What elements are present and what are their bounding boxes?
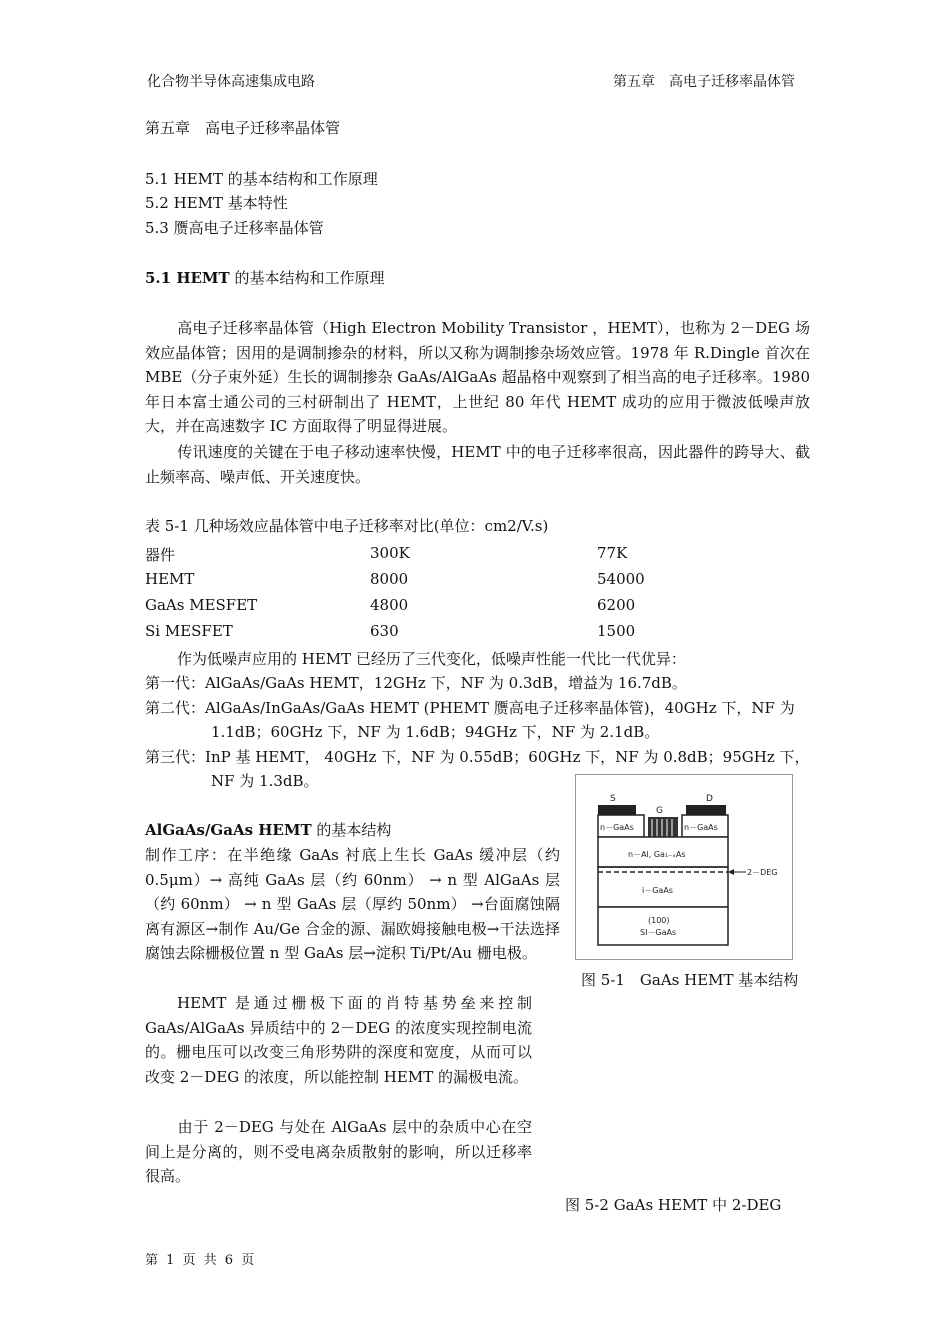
table-header-cell: 300K [370, 544, 410, 562]
table-cell: GaAs MESFET [145, 596, 258, 614]
table-cell: 6200 [597, 596, 636, 614]
section-heading-rest: 的基本结构和工作原理 [229, 269, 385, 287]
generation-label: 第二代： [145, 699, 206, 717]
table-cell: 630 [370, 622, 399, 640]
table-header-cell: 77K [597, 544, 628, 562]
section-heading [145, 269, 384, 287]
substrate-label: SI－GaAs [640, 928, 677, 937]
deg-label: 2－DEG [747, 868, 778, 877]
section-heading-bold: 5.1 HEMT [145, 269, 230, 287]
substrate-layer [598, 907, 728, 945]
hemt-structure-diagram [576, 775, 792, 959]
generation-text: AlGaAs/GaAs HEMT，12GHz 下，NF 为 0.3dB，增益为 16.7dB。 [205, 674, 687, 692]
toc-item: 5.2 HEMT 基本特性 [145, 194, 288, 212]
principle-paragraph-2 [145, 1115, 532, 1189]
drain-label: D [706, 794, 713, 804]
principle-paragraph-2-text: 由于 2－DEG 与处在 AlGaAs 层中的杂质中心在空间上是分离的，则不受电离杂质散射的影响，所以迁移率很高。 [145, 1118, 532, 1186]
generation-2 [145, 697, 795, 718]
chapter-title: 第五章 高电子迁移率晶体管 [145, 119, 341, 137]
header-right: 第五章 高电子迁移率晶体管 [613, 74, 795, 90]
n-gaas-left-label: n－GaAs [600, 823, 634, 832]
structure-heading-bold: AlGaAs/GaAs HEMT [145, 821, 312, 839]
algaas-label: n－Al, Ga₁₋ₓAs [628, 850, 686, 859]
source-label: S [610, 794, 616, 804]
generation-3 [145, 746, 810, 767]
table-cell: 8000 [370, 570, 409, 588]
generation-1 [145, 672, 687, 693]
generation-text: InP 基 HEMT， 40GHz 下，NF 为 0.55dB；60GHz 下，NF 为 0.8dB；95GHz 下， [205, 748, 810, 766]
n-gaas-right-label: n－GaAs [684, 823, 718, 832]
principle-paragraph-1-text: HEMT 是通过栅极下面的肖特基势垒来控制 GaAs/AlGaAs 异质结中的 2－DEG 的浓度实现控制电流的。栅电压可以改变三角形势阱的深度和宽度，从而可以改变 2－DEG 的浓度，所以能控制 HEMT 的漏极电流。 [145, 994, 532, 1086]
orientation-label: (100) [648, 916, 670, 925]
structure-heading [145, 821, 391, 839]
table-cell: 54000 [597, 570, 645, 588]
principle-paragraph-1 [145, 991, 532, 1089]
table-cell: HEMT [145, 570, 195, 588]
page-footer: 第 1 页 共 6 页 [145, 1253, 257, 1268]
source-contact [598, 805, 636, 815]
table-caption: 表 5-1 几种场效应晶体管中电子迁移率对比(单位：cm2/V.s) [145, 517, 549, 535]
gate-label: G [656, 806, 663, 816]
intro-paragraph-1 [145, 316, 810, 439]
generation-text: AlGaAs/InGaAs/GaAs HEMT (PHEMT 赝高电子迁移率晶体管)，40GHz 下，NF 为 [205, 699, 795, 717]
table-cell: 1500 [597, 622, 636, 640]
structure-heading-rest: 的基本结构 [311, 821, 392, 839]
drain-contact [686, 805, 726, 815]
generation-2-cont: 1.1dB；60GHz 下，NF 为 1.6dB；94GHz 下，NF 为 2.1dB。 [211, 723, 660, 741]
figure-2-caption: 图 5-2 GaAs HEMT 中 2-DEG [565, 1196, 782, 1214]
generation-label: 第一代： [145, 674, 206, 692]
hemt-structure-figure [575, 774, 793, 960]
generations-intro: 作为低噪声应用的 HEMT 已经历了三代变化，低噪声性能一代比一代优异： [177, 650, 686, 668]
intro-paragraph-2 [145, 440, 810, 489]
generation-label: 第三代： [145, 748, 206, 766]
intro-paragraph-1-text: 高电子迁移率晶体管（High Electron Mobility Transistor ，HEMT），也称为 2－DEG 场效应晶体管；因用的是调制掺杂的材料，所以又称为调制掺杂场效应管。1978 年 R.Dingle 首次在 MBE（分子束外延）生长的调制掺杂 GaAs/AlGaAs 超晶格中观察到了相当高的电子迁移率。1980 年日本富士通公司的三村研制出了 HEMT，上世纪 80 年代 HEMT 成功的应用于微波低噪声放大，并在高速数字 IC 方面取得了明显得进展。 [145, 319, 810, 436]
figure-1-caption: 图 5-1 GaAs HEMT 基本结构 [581, 971, 799, 989]
generation-3-cont: NF 为 1.3dB。 [211, 772, 319, 790]
table-cell: Si MESFET [145, 622, 233, 640]
header-left: 化合物半导体高速集成电路 [147, 74, 315, 90]
toc-item: 5.1 HEMT 的基本结构和工作原理 [145, 170, 378, 188]
process-paragraph: 制作工序：在半绝缘 GaAs 衬底上生长 GaAs 缓冲层（约 0.5μm）→ 高纯 GaAs 层（约 60nm） → n 型 AlGaAs 层（约 60nm） → n 型 GaAs 层（厚约 50nm） →台面腐蚀隔离有源区→制作 Au/Ge 合金的源、漏欧姆接触电极→干法选择腐蚀去除栅极位置 n 型 GaAs 层→淀积 Ti/Pt/Au 栅电极。 [145, 846, 560, 963]
table-cell: 4800 [370, 596, 409, 614]
i-gaas-label: i－GaAs [642, 886, 673, 895]
intro-paragraph-2-text: 传讯速度的关键在于电子移动速率快慢，HEMT 中的电子迁移率很高，因此器件的跨导大、截止频率高、噪声低、开关速度快。 [145, 443, 810, 486]
table-header-cell: 器件 [145, 546, 176, 564]
toc-item: 5.3 赝高电子迁移率晶体管 [145, 219, 324, 237]
